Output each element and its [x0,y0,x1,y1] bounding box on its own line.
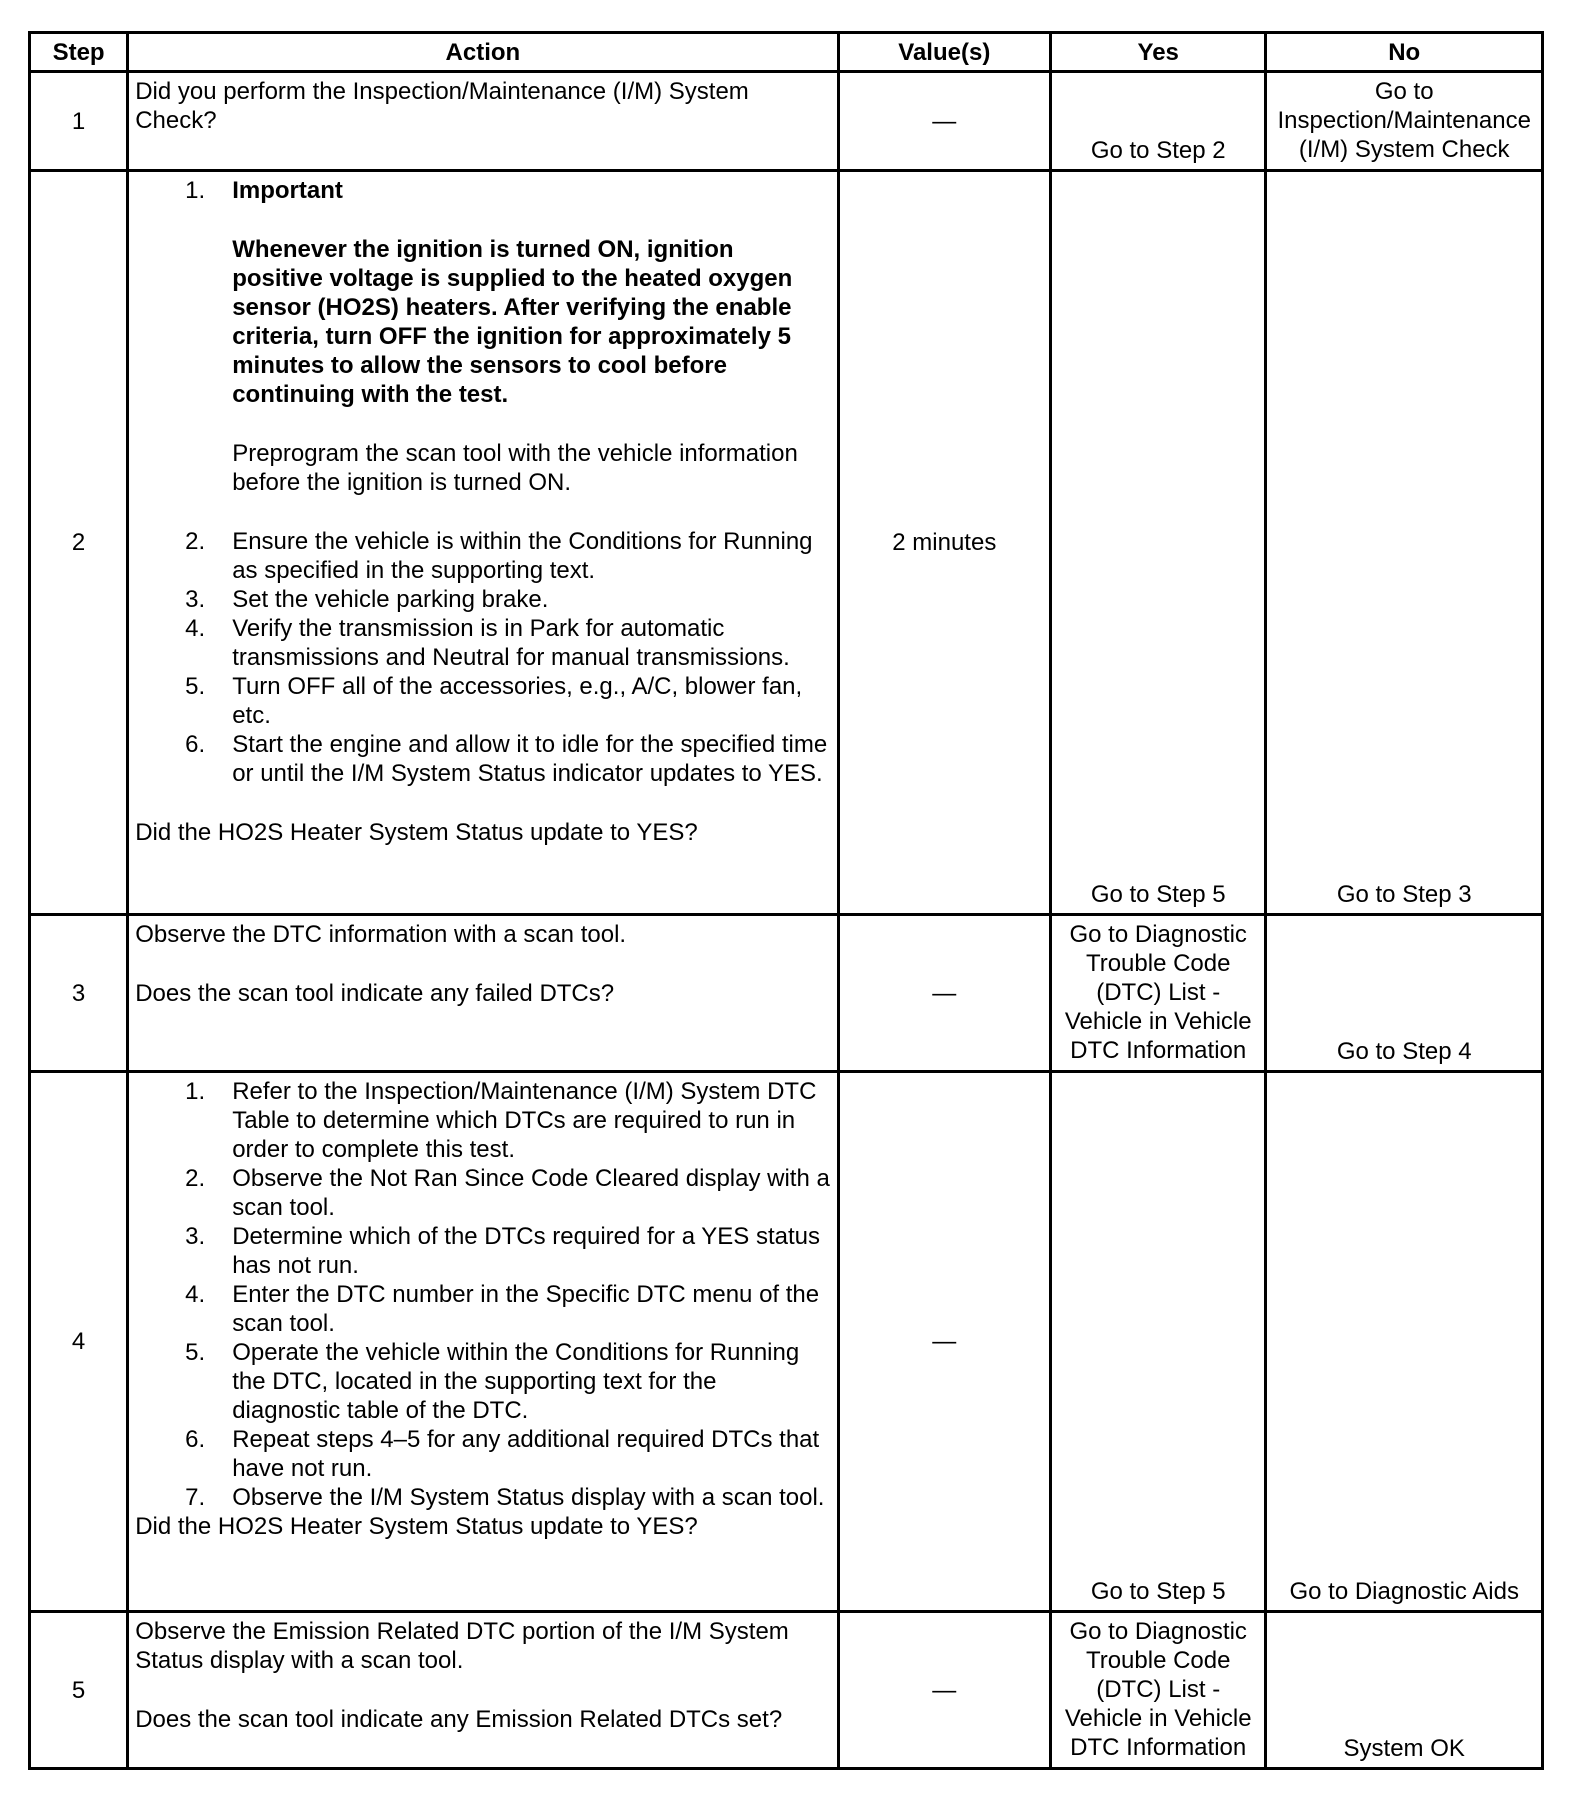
question-text: Did the HO2S Heater System Status update to YES? [135,819,698,846]
list-item-number: 5. [185,673,206,700]
list-item [135,176,830,527]
diagnostic-table [28,31,1544,1770]
list-item-text: Observe the Not Ran Since Code Cleared display with a scan tool. [232,1165,830,1221]
list-item [135,527,830,585]
important-title: Important [232,177,343,204]
list-item [135,1338,830,1425]
list-item [135,1164,830,1222]
yes-cell: Go to Diagnostic Trouble Code (DTC) List - Vehicle in Vehicle DTC Information [1051,915,1266,1072]
list-item [135,614,830,672]
list-item-number: 1. [185,177,206,204]
important-note: Preprogram the scan tool with the vehicle information before the ignition is turned ON. [232,440,798,496]
list-item-text: Operate the vehicle within the Conditions for Running the DTC, located in the supporting text for the diagnostic table of the DTC. [232,1339,800,1424]
list-item-number: 4. [185,1281,206,1308]
table-row [30,72,1543,171]
list-item-number: 2. [185,1165,206,1192]
list-item-number: 3. [185,586,206,613]
header-no: No [1266,33,1543,72]
action-text: Observe the Emission Related DTC portion of the I/M System Status display with a scan tool. [135,1618,789,1674]
action-cell [128,915,838,1072]
question-text: Did the HO2S Heater System Status update to YES? [135,1513,698,1540]
value-cell: — [838,1612,1050,1769]
table-row [30,1072,1543,1612]
header-step: Step [30,33,128,72]
list-item-text: Set the vehicle parking brake. [232,586,549,613]
list-item [135,585,830,614]
no-cell: System OK [1266,1612,1543,1769]
list-item [135,672,830,730]
no-cell: Go to Inspection/Maintenance (I/M) System Check [1266,72,1543,171]
yes-cell: Go to Step 5 [1051,1072,1266,1612]
list-item-text: Verify the transmission is in Park for automatic transmissions and Neutral for manual transmissions. [232,615,790,671]
table-row [30,1612,1543,1769]
yes-cell: Go to Step 5 [1051,171,1266,915]
step-number: 4 [30,1072,128,1612]
list-item-text: Refer to the Inspection/Maintenance (I/M) System DTC Table to determine which DTCs are required to run in order to complete this test. [232,1078,817,1163]
table-row [30,915,1543,1072]
header-action: Action [128,33,838,72]
list-item-text: Observe the I/M System Status display with a scan tool. [232,1484,825,1511]
list-item [135,1425,830,1483]
value-cell: — [838,1072,1050,1612]
list-item [135,730,830,788]
step-number: 2 [30,171,128,915]
question-text: Does the scan tool indicate any failed DTCs? [135,980,615,1007]
list-item [135,1077,830,1164]
step-number: 5 [30,1612,128,1769]
yes-cell: Go to Diagnostic Trouble Code (DTC) List - Vehicle in Vehicle DTC Information [1051,1612,1266,1769]
yes-cell: Go to Step 2 [1051,72,1266,171]
action-steps-list [135,176,830,788]
list-item-number: 3. [185,1223,206,1250]
list-item-number: 5. [185,1339,206,1366]
header-values: Value(s) [838,33,1050,72]
value-cell: — [838,72,1050,171]
no-cell: Go to Step 4 [1266,915,1543,1072]
action-cell [128,1612,838,1769]
step-number: 1 [30,72,128,171]
list-item-number: 2. [185,528,206,555]
list-item-text: Turn OFF all of the accessories, e.g., A/C, blower fan, etc. [232,673,803,729]
list-item-text: Enter the DTC number in the Specific DTC menu of the scan tool. [232,1281,820,1337]
value-cell: — [838,915,1050,1072]
header-row [30,33,1543,72]
list-item-text: Determine which of the DTCs required for a YES status has not run. [232,1223,820,1279]
action-text: Observe the DTC information with a scan tool. [135,921,627,948]
action-cell [128,1072,838,1612]
list-item-text: Start the engine and allow it to idle for the specified time or until the I/M System Status indicator updates to YES. [232,731,828,787]
list-item-number: 1. [185,1078,206,1105]
action-cell [128,171,838,915]
action-cell [128,72,838,171]
list-item [135,1222,830,1280]
value-cell: 2 minutes [838,171,1050,915]
important-body: Whenever the ignition is turned ON, ignition positive voltage is supplied to the heated oxygen sensor (HO2S) heaters. After verifying the enable criteria, turn OFF the ignition for approximately 5 minutes to allow the sensors to cool before continuing with the test. [232,236,793,408]
list-item-number: 7. [185,1484,206,1511]
step-number: 3 [30,915,128,1072]
list-item-number: 6. [185,1426,206,1453]
action-text: Did you perform the Inspection/Maintenance (I/M) System Check? [135,78,749,134]
no-cell: Go to Step 3 [1266,171,1543,915]
list-item [135,1483,830,1512]
question-text: Does the scan tool indicate any Emission Related DTCs set? [135,1706,783,1733]
list-item [135,1280,830,1338]
list-item-number: 4. [185,615,206,642]
list-item-text: Repeat steps 4–5 for any additional required DTCs that have not run. [232,1426,820,1482]
table-row [30,171,1543,915]
action-steps-list [135,1077,830,1512]
list-item-number: 6. [185,731,206,758]
no-cell: Go to Diagnostic Aids [1266,1072,1543,1612]
header-yes: Yes [1051,33,1266,72]
list-item-text: Ensure the vehicle is within the Conditions for Running as specified in the supporting text. [232,528,813,584]
